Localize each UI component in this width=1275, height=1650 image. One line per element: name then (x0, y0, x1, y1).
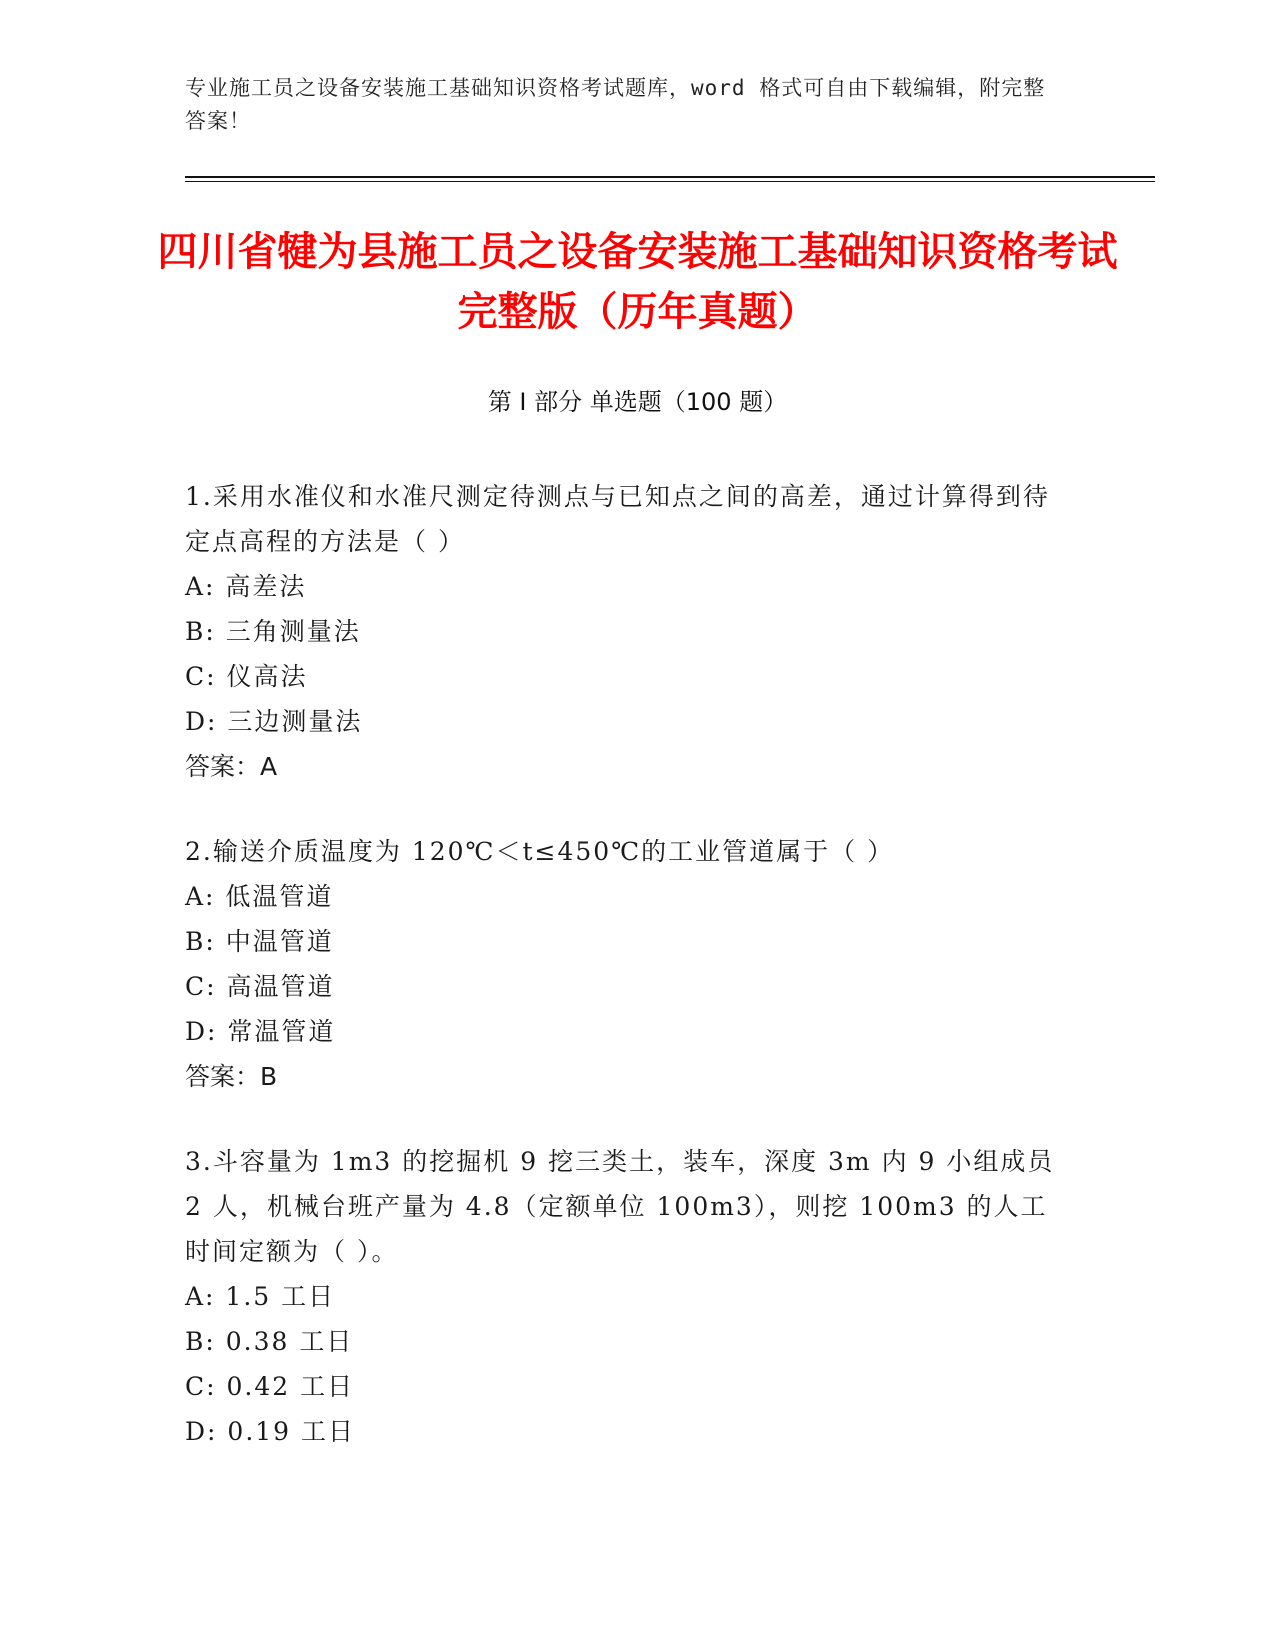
option-a: A: 低温管道 (185, 882, 334, 911)
option-d: D: 常温管道 (185, 1017, 336, 1046)
option-d: D: 0.19 工日 (185, 1417, 356, 1446)
question-text: 2.输送介质温度为 120℃＜t≤450℃的工业管道属于（ ） (185, 837, 895, 866)
option-b: B: 三角测量法 (185, 617, 361, 646)
option-c: C: 0.42 工日 (185, 1372, 355, 1401)
answer: 答案：B (185, 1062, 278, 1091)
option-c: C: 高温管道 (185, 972, 335, 1001)
question-3 (185, 1139, 1065, 1454)
question-text: 3.斗容量为 1m3 的挖掘机 9 挖三类土，装车，深度 3m 内 9 小组成员 2 人，机械台班产量为 4.8（定额单位 100m3），则挖 100m3 的人工时间定额为（ ）。 (185, 1147, 1055, 1266)
option-b: B: 中温管道 (185, 927, 334, 956)
header-divider-thin (185, 181, 1155, 182)
option-c: C: 仪高法 (185, 662, 308, 691)
option-a: A: 1.5 工日 (185, 1282, 336, 1311)
section-title: 第 I 部分 单选题（100 题） (487, 388, 788, 416)
option-d: D: 三边测量法 (185, 707, 363, 736)
question-list (185, 474, 1065, 1494)
header-divider-thick (185, 176, 1155, 178)
question-1 (185, 474, 1065, 789)
question-2 (185, 829, 1065, 1099)
option-a: A: 高差法 (185, 572, 307, 601)
answer: 答案：A (185, 752, 278, 781)
document-title: 四川省犍为县施工员之设备安装施工基础知识资格考试完整版（历年真题） (157, 229, 1118, 335)
question-text: 1.采用水准仪和水准尺测定待测点与已知点之间的高差，通过计算得到待定点高程的方法是（ ） (185, 482, 1050, 556)
option-b: B: 0.38 工日 (185, 1327, 354, 1356)
header-note: 专业施工员之设备安装施工基础知识资格考试题库，word 格式可自由下载编辑，附完整答案！ (185, 76, 1046, 133)
